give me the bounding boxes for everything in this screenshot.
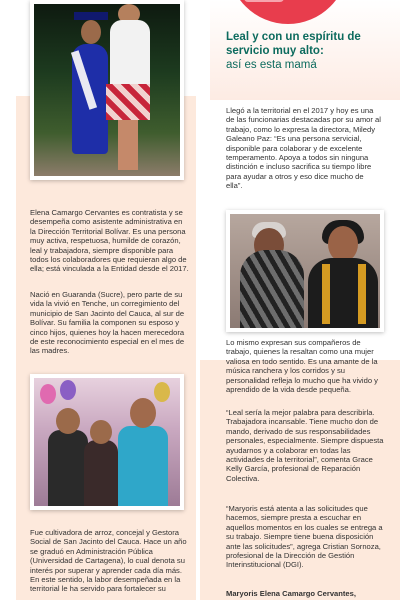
left-paragraph-1: Elena Camargo Cervantes es contratista y se desempeña como asistente administrativa en la Dirección Territorial Bolívar. Es una persona muy activa, respetuosa, humilde de corazón, leal y trabajadora, siempre disponible para todos los colaboradores que requieran algo de ella; está vinculada a la Entidad desde el 2017. [30, 208, 189, 274]
graduation-stole [322, 264, 366, 324]
mother-skirt [106, 84, 150, 120]
family-face-3 [130, 398, 156, 428]
family-member-3 [118, 426, 168, 506]
photo-graduation [30, 0, 184, 180]
left-paragraph-2: Nació en Guaranda (Sucre), pero parte de su vida la vivió en Tenche, un corregimiento del municipio de San Jacinto del Cauca, al sur de Bolívar. Su familia la componen su esposo y cinco hijos, quienes hoy la hacen merecedora de este reconocimiento especial en el mes de las madres. [30, 290, 185, 356]
right-paragraph-2: Lo mismo expresan sus compañeros de trabajo, quienes la resaltan como una mujer valiosa en todo sentido. Es una amante de la música ranchera y los corridos y su personalidad refleja lo mucho que ha vivido y aprendido de la vida desde pequeña. [226, 338, 378, 395]
headline-line2: así es esta mamá [226, 59, 317, 71]
balloon [40, 384, 56, 404]
family-face-1 [56, 408, 80, 434]
family-face-2 [90, 420, 112, 444]
graduate-woman-face [328, 226, 358, 262]
family-member-1 [48, 430, 88, 506]
left-paragraph-3: Fue cultivadora de arroz, concejal y Gestora Social de San Jacinto del Cauca. Hace un año se graduó en Administración Pública (Universidad de Cartagena), lo cual denota su interés por superar y aprender cada día más. En este sentido, la labor desempeñada en la territorial le ha servido para fortalecer su [30, 528, 187, 594]
headline-line1: Leal y con un espíritu de servicio muy alto: [226, 31, 361, 57]
balloon [154, 382, 170, 402]
balloon [60, 380, 76, 400]
heart-highlight [244, 0, 284, 2]
family-member-2 [84, 440, 118, 506]
right-paragraph-4: “Maryoris está atenta a las solicitudes que hacemos, siempre presta a escuchar en aquellos momentos en los cuales se entrega a su trabajo. Siempre tiene buena disposición ante las solicitudes”, agrega Cristian Sornoza, profesional de la Dirección de Gestión Interinstitucional (DGI). [226, 504, 383, 570]
byline: Maryoris Elena Camargo Cervantes, [226, 589, 356, 598]
headline [226, 30, 396, 72]
graduate-face [81, 20, 101, 44]
photo-family [30, 374, 184, 510]
mother-blouse [110, 20, 150, 88]
elder-blouse [240, 250, 304, 328]
photo-two-women [226, 210, 384, 332]
right-paragraph-1: Llegó a la territorial en el 2017 y hoy es una de las funcionarias destacadas por su amor al trabajo, como lo expresa la directora, Miledy Galeano Paz: “Es una persona servicial, disponible para colaborar y de excelente temperamento. Apoya a todos sin ninguna distinción e incluso sacrifica su tiempo libre para ayudar a otros y eso dice mucho de ella”. [226, 106, 381, 191]
mother-legs [118, 120, 138, 170]
right-paragraph-3: “Leal sería la mejor palabra para describirla. Trabajadora incansable. Tiene mucho don de mando, derivado de sus responsabilidades personales, especialmente. Siempre dispuesta ayudarnos y a colaborar en todas las actividades de la territorial”, comenta Grace Kelly García, profesional de Reparación Colectiva. [226, 408, 384, 483]
graduation-cap [74, 12, 108, 20]
